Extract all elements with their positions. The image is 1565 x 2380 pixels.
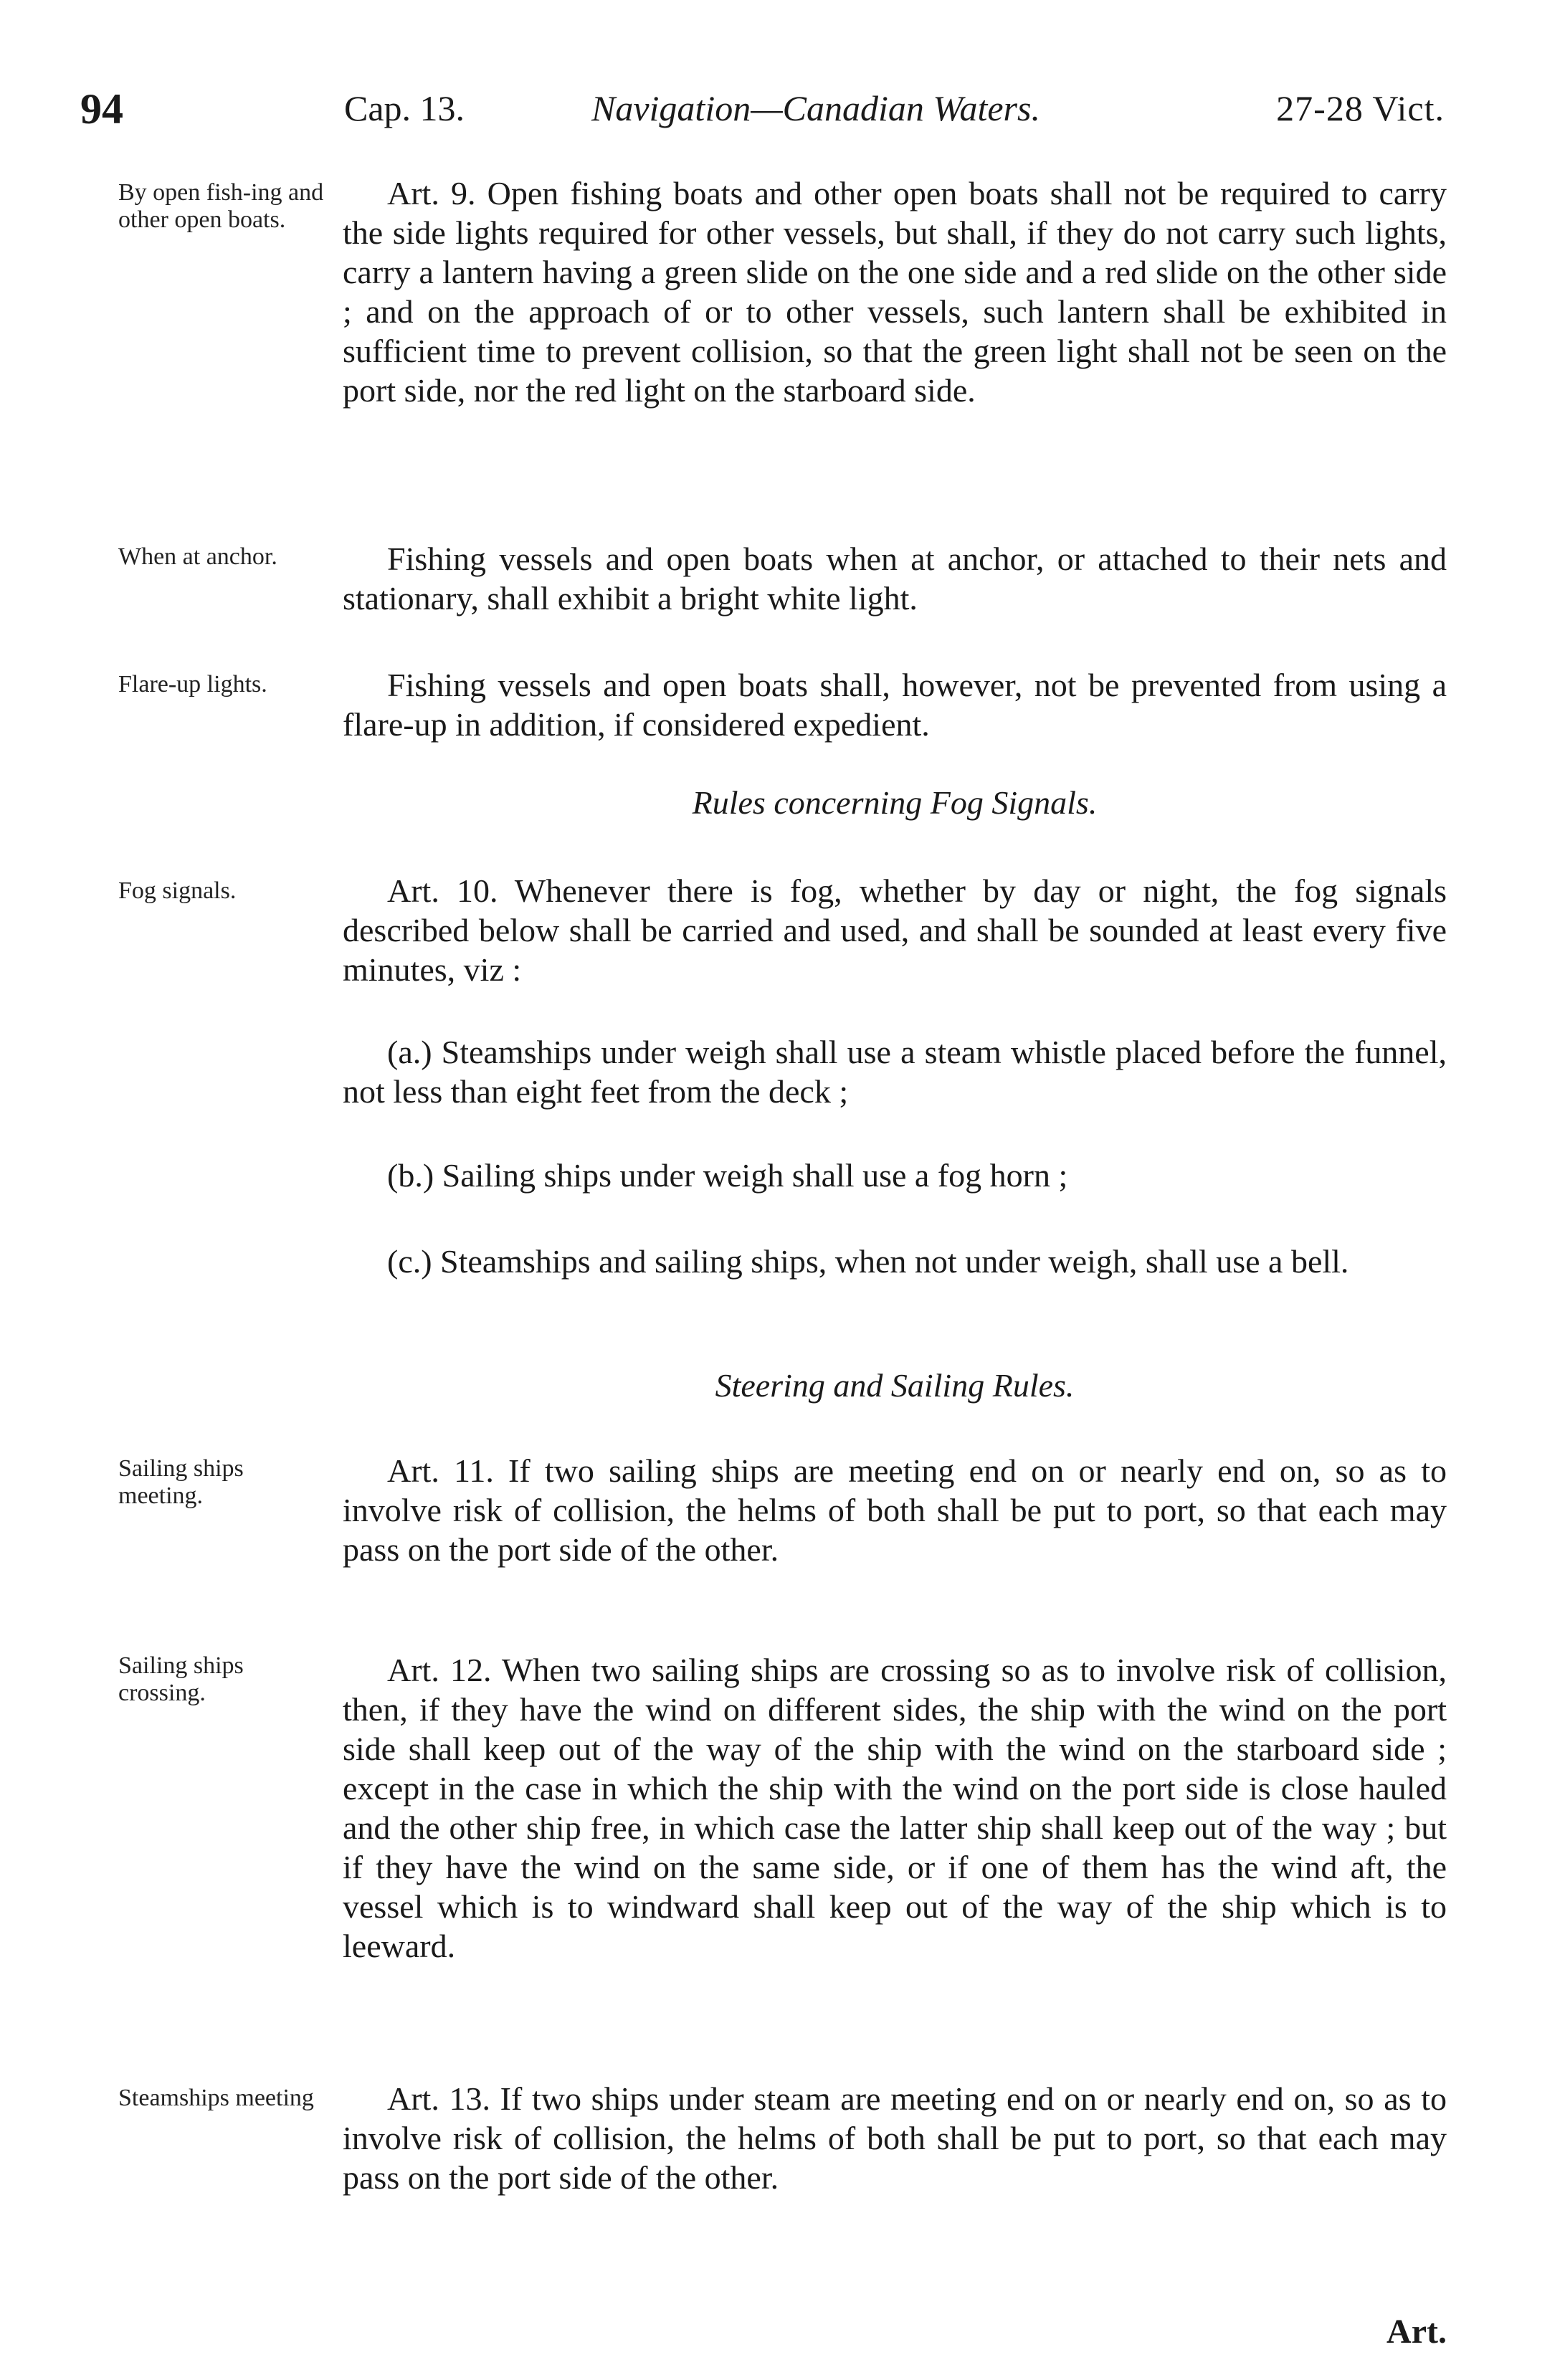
catchword: Art.	[1386, 2313, 1447, 2351]
margin-note-sailing-meeting: Sailing ships meeting.	[118, 1455, 244, 1509]
article-10-b: (b.) Sailing ships under weigh shall use a fog horn ;	[387, 1157, 1068, 1194]
margin-note-steamships-meeting: Steamships meeting	[118, 2085, 314, 2111]
article-11: Art. 11. If two sailing ships are meeting end on or nearly end on, so as to involve risk of collision, the helms of both shall be put to port, so that each may pass on the port side of the other.	[343, 1452, 1447, 1568]
paragraph-flare-up: Fishing vessels and open boats shall, however, not be prevented from using a flare-up in addition, if considered expedient.	[343, 667, 1447, 743]
margin-note-sailing-crossing: Sailing ships crossing.	[118, 1652, 244, 1706]
article-12: Art. 12. When two sailing ships are crossing so as to involve risk of collision, then, if they have the wind on different sides, the ship with the wind on the port side shall keep out of the way of the ship with the wind on the starboard side ; except in the case in which the ship with the wind on the port side is close hauled and the other ship free, in which case the latter ship shall keep out of the way ; but if they have the wind on the same side, or if one of them has the wind aft, the vessel which is to windward shall keep out of the way of the ship which is to leeward.	[343, 1652, 1447, 1964]
article-9: Art. 9. Open fishing boats and other open boats shall not be required to carry the side lights required for other vessels, but shall, if they do not carry such lights, carry a lantern having a green slide on the one side and a red slide on the other side ; and on the approach of or to other vessels, such lantern shall be exhibited in sufficient time to prevent collision, so that the green light shall not be seen on the port side, nor the red light on the starboard side.	[343, 175, 1447, 409]
heading-fog-signals: Rules concerning Fog Signals.	[692, 784, 1098, 821]
article-10-a: (a.) Steamships under weigh shall use a steam whistle placed before the funnel, not less than eight feet from the deck ;	[343, 1034, 1447, 1110]
chapter-label: Cap. 13.	[344, 88, 465, 128]
paragraph-at-anchor: Fishing vessels and open boats when at anchor, or attached to their nets and stationary, shall exhibit a bright white light.	[343, 541, 1447, 617]
article-10: Art. 10. Whenever there is fog, whether by day or night, the fog signals described below shall be carried and used, and shall be sounded at least every five minutes, viz :	[343, 872, 1447, 988]
running-header	[0, 85, 1565, 142]
margin-note-fog-signals: Fog signals.	[118, 877, 237, 904]
page-number: 94	[80, 85, 123, 133]
margin-note-open-boats: By open fish-ing and other open boats.	[118, 179, 324, 233]
article-10-c: (c.) Steamships and sailing ships, when not under weigh, shall use a bell.	[387, 1243, 1349, 1280]
margin-note-at-anchor: When at anchor.	[118, 543, 277, 570]
article-13: Art. 13. If two ships under steam are meeting end on or nearly end on, so as to involve risk of collision, the helms of both shall be put to port, so that each may pass on the port side of the other.	[343, 2080, 1447, 2196]
running-title: Navigation—Canadian Waters.	[591, 88, 1040, 128]
session-label: 27-28 Vict.	[1276, 88, 1445, 128]
heading-steering-sailing: Steering and Sailing Rules.	[715, 1367, 1075, 1404]
margin-note-flare-up: Flare-up lights.	[118, 671, 267, 698]
